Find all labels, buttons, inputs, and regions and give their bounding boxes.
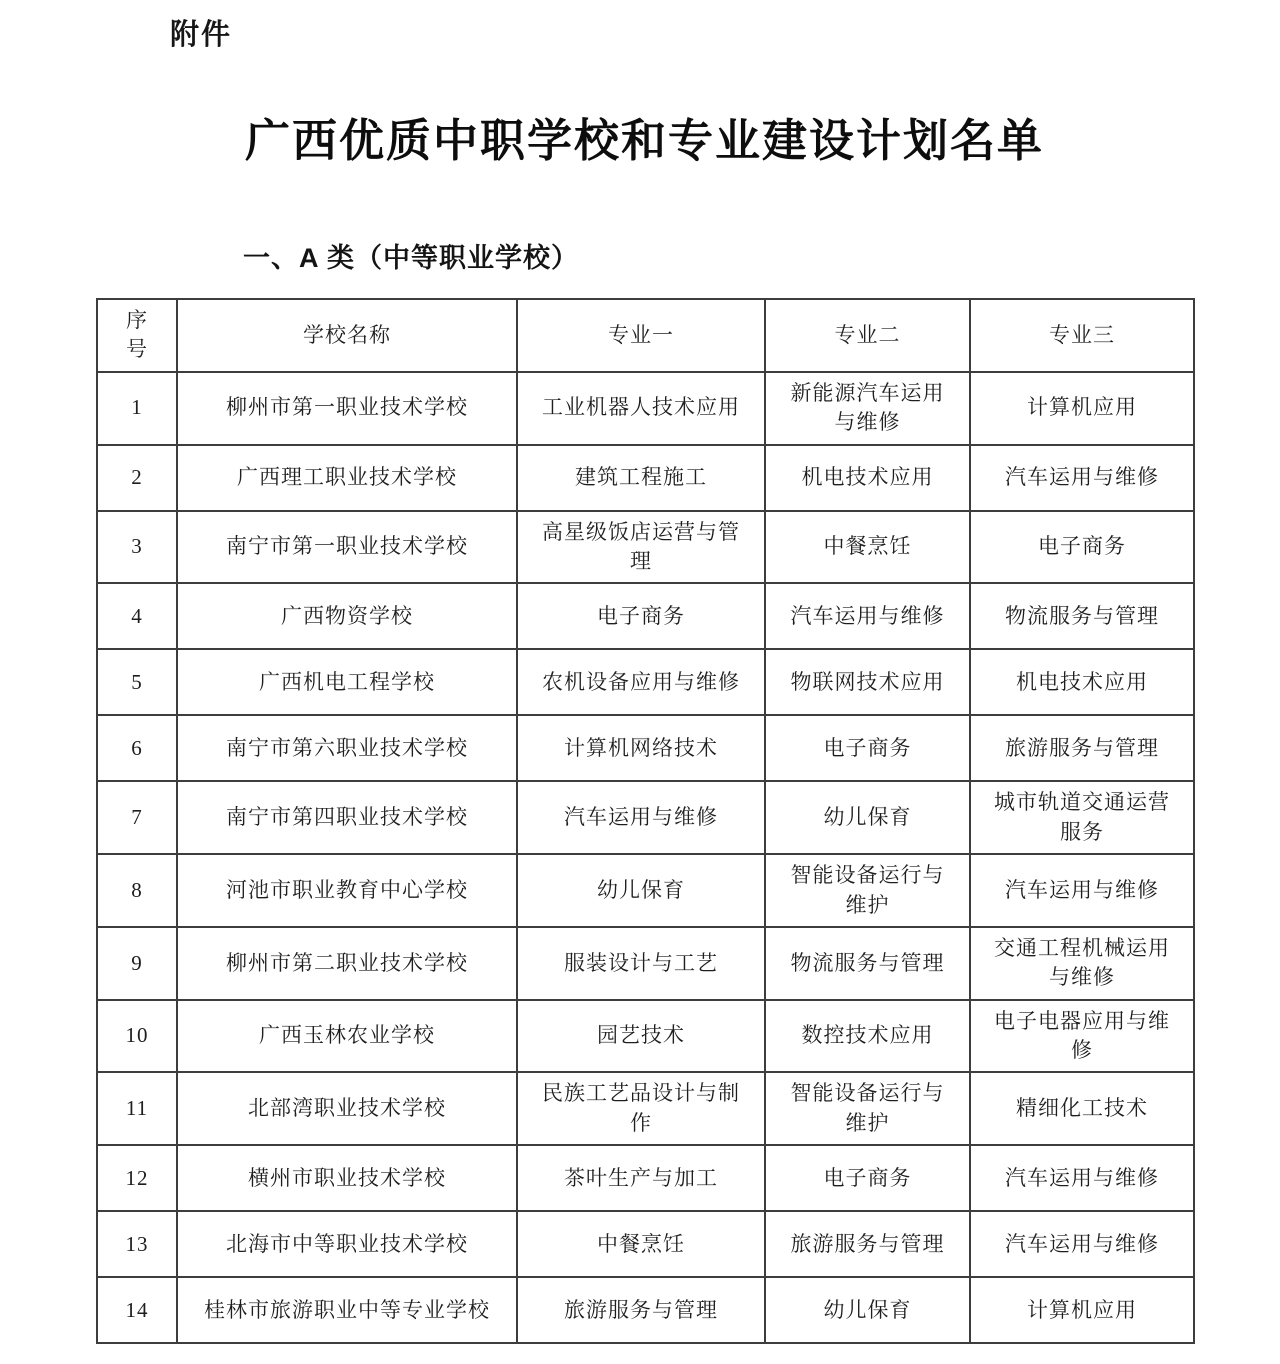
cell-major-2: 电子商务: [765, 1145, 970, 1211]
cell-index: 7: [97, 781, 177, 854]
table-row: [97, 372, 1194, 445]
cell-major-1: 工业机器人技术应用: [517, 372, 765, 445]
cell-major-2: 数控技术应用: [765, 1000, 970, 1073]
cell-major-2: 新能源汽车运用与维修: [765, 372, 970, 445]
cell-index: 12: [97, 1145, 177, 1211]
cell-major-3: 计算机应用: [970, 372, 1194, 445]
cell-school-name: 北海市中等职业技术学校: [177, 1211, 517, 1277]
schools-table-body: [97, 372, 1194, 1343]
cell-major-3: 汽车运用与维修: [970, 445, 1194, 511]
cell-school-name: 广西玉林农业学校: [177, 1000, 517, 1073]
cell-major-2: 智能设备运行与维护: [765, 854, 970, 927]
table-row: [97, 511, 1194, 584]
cell-major-1: 汽车运用与维修: [517, 781, 765, 854]
header-cell-school-name: 学校名称: [177, 299, 517, 372]
section-heading: 一、A 类（中等职业学校）: [243, 243, 579, 273]
cell-major-2: 汽车运用与维修: [765, 583, 970, 649]
cell-major-2: 物流服务与管理: [765, 927, 970, 1000]
cell-major-1: 茶叶生产与加工: [517, 1145, 765, 1211]
cell-major-1: 园艺技术: [517, 1000, 765, 1073]
cell-index: 11: [97, 1072, 177, 1145]
cell-major-2: 旅游服务与管理: [765, 1211, 970, 1277]
cell-index: 13: [97, 1211, 177, 1277]
cell-school-name: 河池市职业教育中心学校: [177, 854, 517, 927]
cell-major-1: 高星级饭店运营与管理: [517, 511, 765, 584]
cell-index: 10: [97, 1000, 177, 1073]
table-row: [97, 781, 1194, 854]
cell-major-1: 旅游服务与管理: [517, 1277, 765, 1343]
cell-major-1: 幼儿保育: [517, 854, 765, 927]
schools-table: [96, 298, 1195, 1344]
cell-school-name: 广西机电工程学校: [177, 649, 517, 715]
table-row: [97, 927, 1194, 1000]
cell-major-3: 旅游服务与管理: [970, 715, 1194, 781]
cell-major-3: 交通工程机械运用与维修: [970, 927, 1194, 1000]
cell-major-2: 智能设备运行与维护: [765, 1072, 970, 1145]
cell-major-1: 建筑工程施工: [517, 445, 765, 511]
cell-index: 2: [97, 445, 177, 511]
cell-school-name: 柳州市第二职业技术学校: [177, 927, 517, 1000]
cell-school-name: 北部湾职业技术学校: [177, 1072, 517, 1145]
cell-school-name: 南宁市第一职业技术学校: [177, 511, 517, 584]
table-row: [97, 1277, 1194, 1343]
cell-index: 14: [97, 1277, 177, 1343]
cell-major-1: 中餐烹饪: [517, 1211, 765, 1277]
cell-school-name: 桂林市旅游职业中等专业学校: [177, 1277, 517, 1343]
cell-index: 9: [97, 927, 177, 1000]
table-row: [97, 1211, 1194, 1277]
cell-index: 5: [97, 649, 177, 715]
cell-major-2: 幼儿保育: [765, 1277, 970, 1343]
cell-index: 8: [97, 854, 177, 927]
cell-major-3: 电子商务: [970, 511, 1194, 584]
table-row: [97, 649, 1194, 715]
table-row: [97, 854, 1194, 927]
cell-major-3: 电子电器应用与维修: [970, 1000, 1194, 1073]
cell-major-2: 中餐烹饪: [765, 511, 970, 584]
cell-index: 1: [97, 372, 177, 445]
header-cell-index: 序号: [97, 299, 177, 372]
cell-school-name: 南宁市第六职业技术学校: [177, 715, 517, 781]
cell-major-1: 农机设备应用与维修: [517, 649, 765, 715]
table-header-row: [97, 299, 1194, 372]
cell-major-2: 电子商务: [765, 715, 970, 781]
cell-major-3: 城市轨道交通运营服务: [970, 781, 1194, 854]
cell-index: 3: [97, 511, 177, 584]
table-row: [97, 1000, 1194, 1073]
cell-major-3: 汽车运用与维修: [970, 1145, 1194, 1211]
cell-school-name: 横州市职业技术学校: [177, 1145, 517, 1211]
cell-major-3: 机电技术应用: [970, 649, 1194, 715]
cell-major-3: 汽车运用与维修: [970, 854, 1194, 927]
cell-major-3: 精细化工技术: [970, 1072, 1194, 1145]
cell-school-name: 南宁市第四职业技术学校: [177, 781, 517, 854]
table-row: [97, 715, 1194, 781]
cell-major-3: 物流服务与管理: [970, 583, 1194, 649]
header-cell-major-3: 专业三: [970, 299, 1194, 372]
attachment-label: 附件: [170, 19, 233, 51]
cell-school-name: 广西理工职业技术学校: [177, 445, 517, 511]
cell-major-1: 计算机网络技术: [517, 715, 765, 781]
header-cell-major-2: 专业二: [765, 299, 970, 372]
cell-major-3: 计算机应用: [970, 1277, 1194, 1343]
cell-major-2: 幼儿保育: [765, 781, 970, 854]
document-title: 广西优质中职学校和专业建设计划名单: [244, 116, 1044, 166]
cell-index: 4: [97, 583, 177, 649]
cell-major-2: 机电技术应用: [765, 445, 970, 511]
table-row: [97, 1145, 1194, 1211]
cell-index: 6: [97, 715, 177, 781]
cell-school-name: 广西物资学校: [177, 583, 517, 649]
cell-major-1: 民族工艺品设计与制作: [517, 1072, 765, 1145]
cell-major-1: 电子商务: [517, 583, 765, 649]
header-cell-major-1: 专业一: [517, 299, 765, 372]
table-row: [97, 445, 1194, 511]
cell-major-3: 汽车运用与维修: [970, 1211, 1194, 1277]
cell-major-1: 服装设计与工艺: [517, 927, 765, 1000]
table-row: [97, 1072, 1194, 1145]
cell-major-2: 物联网技术应用: [765, 649, 970, 715]
cell-school-name: 柳州市第一职业技术学校: [177, 372, 517, 445]
table-row: [97, 583, 1194, 649]
